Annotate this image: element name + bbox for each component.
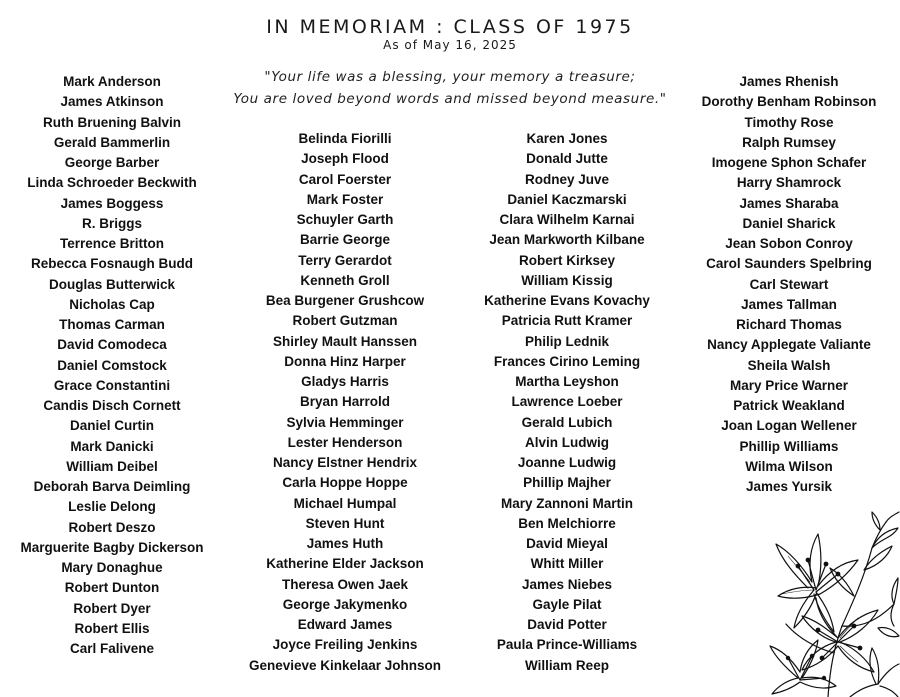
memorial-name: Sheila Walsh: [747, 357, 831, 373]
memorial-name: Mark Danicki: [70, 438, 154, 454]
memorial-name: Ruth Bruening Balvin: [43, 114, 181, 130]
page-title: IN MEMORIAM : CLASS OF 1975: [266, 16, 634, 38]
memorial-name: Mary Donaghue: [61, 560, 163, 575]
memorial-name: Robert Gutzman: [292, 313, 398, 329]
memorial-name: Richard Thomas: [736, 317, 842, 332]
memorial-name: Nancy Elstner Hendrix: [272, 455, 418, 470]
memorial-name: Timothy Rose: [744, 114, 834, 130]
memorial-name: Thomas Carman: [59, 317, 165, 332]
memorial-name: James Yursik: [745, 479, 833, 494]
memorial-name: Nancy Applegate Valiante: [707, 337, 871, 353]
memorial-name: Mark Anderson: [63, 74, 161, 89]
memorial-name: Robert Dyer: [73, 600, 151, 616]
memorial-name: Joyce Freiling Jenkins: [272, 637, 418, 653]
memorial-name: Carl Stewart: [749, 276, 829, 292]
memorial-name: Lawrence Loeber: [511, 394, 623, 410]
memorial-name: Imogene Sphon Schafer: [711, 155, 867, 170]
memorial-name: Dorothy Benham Robinson: [701, 94, 877, 110]
memorial-name: Robert Dunton: [64, 580, 160, 596]
memorial-name: Gayle Pilat: [532, 596, 602, 612]
memorial-name: David Comodeca: [57, 337, 167, 353]
memorial-name: Bryan Harrold: [299, 394, 391, 410]
memorial-name: Ben Melchiorre: [518, 515, 616, 531]
memorial-name: Jean Markworth Kilbane: [489, 232, 645, 248]
memorial-name: R. Briggs: [81, 215, 142, 231]
memorial-name: Paula Prince-Williams: [496, 637, 638, 653]
memorial-name: Mary Price Warner: [729, 377, 849, 393]
memorial-name: Ralph Rumsey: [742, 134, 836, 150]
memorial-name: Shirley Mault Hanssen: [272, 333, 418, 349]
memorial-name: Harry Shamrock: [736, 175, 842, 191]
memorial-name: Alvin Ludwig: [525, 434, 609, 450]
memorial-name: Schuyler Garth: [296, 212, 394, 227]
memorial-name: Terry Gerardot: [298, 252, 392, 268]
memorial-name: Joseph Flood: [301, 151, 389, 167]
memorial-name: Douglas Butterwick: [48, 276, 176, 292]
memorial-quote: [200, 66, 700, 110]
memorial-name: Jean Sobon Conroy: [725, 236, 853, 251]
memorial-name: Phillip Williams: [739, 438, 839, 454]
memorial-name: David Potter: [527, 617, 607, 632]
memorial-name: Rodney Juve: [524, 171, 610, 187]
memorial-name: George Barber: [64, 155, 160, 170]
memorial-name: Daniel Sharick: [742, 215, 836, 231]
memorial-name: Joan Logan Wellener: [721, 418, 857, 434]
memorial-name: Linda Schroeder Beckwith: [27, 175, 197, 191]
memorial-name: Robert Deszo: [68, 519, 156, 535]
memorial-name: Robert Kirksey: [518, 252, 616, 268]
memorial-name: Donald Jutte: [526, 151, 608, 167]
memorial-name: Gerald Bammerlin: [53, 134, 171, 150]
memorial-name: James Huth: [306, 536, 384, 551]
names-column-2: [234, 129, 456, 676]
memorial-name: Bea Burgener Grushcow: [265, 293, 425, 308]
memorial-name: Carol Saunders Spelbring: [706, 256, 872, 272]
memorial-name: Carl Falivene: [69, 641, 155, 656]
memorial-name: Frances Cirino Leming: [493, 353, 641, 369]
memorial-name: Rebecca Fosnaugh Budd: [30, 256, 194, 272]
memorial-name: Kenneth Groll: [300, 272, 390, 288]
memorial-name: James Atkinson: [60, 94, 164, 110]
memorial-name: Theresa Owen Jaek: [281, 576, 409, 592]
memorial-name: James Rhenish: [739, 74, 839, 89]
memorial-name: James Niebes: [521, 576, 613, 592]
memorial-name: George Jakymenko: [282, 596, 408, 612]
memorial-name: Gladys Harris: [301, 374, 389, 389]
quote-line-2: You are loved beyond words and missed beyond measure.": [233, 91, 667, 107]
memorial-name: Katherine Evans Kovachy: [484, 293, 650, 308]
names-column-4: [680, 72, 898, 497]
memorial-name: Patrick Weakland: [733, 398, 845, 413]
memorial-name: James Sharaba: [739, 195, 839, 211]
memorial-name: Candis Disch Cornett: [43, 398, 181, 413]
memorial-name: Sylvia Hemminger: [286, 414, 404, 430]
memorial-name: Katherine Elder Jackson: [266, 556, 424, 572]
memorial-name: Leslie Delong: [68, 499, 156, 515]
memorial-name: Belinda Fiorilli: [298, 131, 392, 146]
memorial-name: Donna Hinz Harper: [284, 353, 406, 369]
memorial-name: Lester Henderson: [287, 434, 403, 450]
memorial-name: James Boggess: [60, 195, 164, 211]
memorial-name: Marguerite Bagby Dickerson: [20, 539, 204, 555]
memorial-name: Robert Ellis: [74, 620, 150, 636]
memorial-name: Wilma Wilson: [745, 458, 833, 474]
memorial-name: William Reep: [525, 657, 609, 673]
memorial-name: Philip Lednik: [524, 333, 609, 349]
memorial-name: William Deibel: [66, 458, 158, 474]
names-column-1: [0, 72, 224, 659]
memorial-name: Whitt Miller: [530, 556, 604, 572]
memorial-name: Terrence Britton: [59, 236, 165, 251]
memorial-name: Grace Constantini: [53, 377, 171, 393]
memorial-name: Michael Humpal: [293, 495, 397, 511]
memorial-name: Genevieve Kinkelaar Johnson: [248, 657, 442, 673]
memorial-name: James Tallman: [741, 296, 837, 312]
memorial-name: Carol Foerster: [298, 171, 392, 187]
memorial-name: Mary Zannoni Martin: [500, 495, 633, 511]
memorial-name: Karen Jones: [526, 131, 608, 146]
memorial-name: Daniel Comstock: [57, 357, 167, 373]
memorial-name: Joanne Ludwig: [517, 455, 617, 470]
memorial-name: Deborah Barva Deimling: [33, 479, 191, 494]
as-of-date: As of May 16, 2025: [383, 38, 517, 52]
memorial-name: William Kissig: [521, 272, 613, 288]
memorial-name: Clara Wilhelm Karnai: [499, 212, 635, 227]
memorial-name: Patricia Rutt Kramer: [501, 313, 633, 329]
memorial-name: Steven Hunt: [305, 515, 385, 531]
memorial-name: Daniel Curtin: [69, 418, 154, 434]
memorial-name: Mark Foster: [306, 191, 384, 207]
memorial-name: Nicholas Cap: [69, 296, 155, 312]
memorial-name: Martha Leyshon: [515, 374, 619, 389]
memorial-name: Barrie George: [299, 232, 391, 248]
memorial-name: Phillip Majher: [523, 475, 611, 491]
lily-flower-icon: [768, 508, 900, 697]
names-column-3: [456, 129, 678, 676]
memorial-name: Gerald Lubich: [521, 414, 613, 430]
memorial-name: Carla Hoppe Hoppe: [282, 475, 408, 491]
memorial-name: David Mieyal: [526, 536, 608, 551]
quote-line-1: "Your life was a blessing, your memory a treasure;: [264, 69, 636, 85]
memorial-name: Edward James: [297, 617, 393, 632]
memorial-name: Daniel Kaczmarski: [507, 191, 627, 207]
